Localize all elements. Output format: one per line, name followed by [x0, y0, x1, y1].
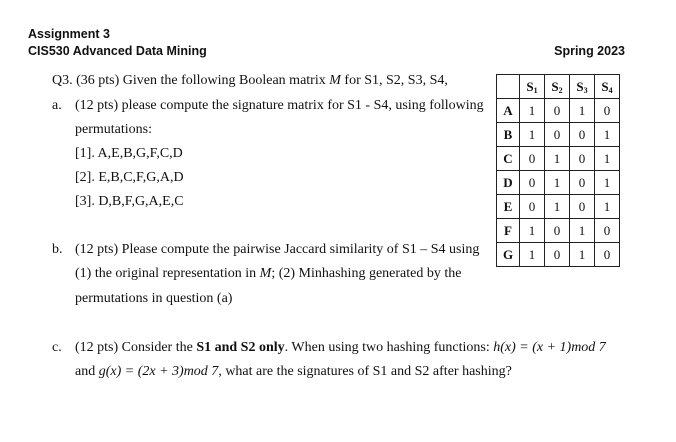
- permutation-1: [1]. A,E,B,G,F,C,D: [75, 146, 183, 161]
- part-b-line2: [75, 266, 461, 282]
- matrix-row-label: C: [497, 147, 520, 171]
- permutation-2: [2]. E,B,C,F,G,A,D: [75, 170, 184, 185]
- part-c-line2-end: , what are the signatures of S1 and S2 after hashing?: [218, 364, 512, 379]
- matrix-cell: 0: [520, 171, 545, 195]
- part-c-line1-start: (12 pts) Consider the: [75, 340, 193, 355]
- boolean-matrix: [496, 74, 620, 267]
- matrix-cell: 0: [570, 195, 595, 219]
- matrix-cell: 1: [595, 195, 620, 219]
- matrix-cell: 1: [595, 171, 620, 195]
- matrix-row-label: E: [497, 195, 520, 219]
- part-c-line1-mid: . When using two hashing functions:: [284, 340, 490, 355]
- question-intro-text: Q3. (36 pts) Given the following Boolean matrix: [52, 73, 326, 88]
- part-b-marker: b.: [52, 242, 63, 257]
- matrix-cell: 1: [520, 99, 545, 123]
- matrix-row-label: F: [497, 219, 520, 243]
- part-b-line2-start: (1) the original representation in: [75, 266, 257, 281]
- matrix-cell: 1: [545, 171, 570, 195]
- term-label: Spring 2023: [554, 44, 625, 58]
- matrix-corner: [497, 75, 520, 99]
- matrix-cell: 0: [545, 219, 570, 243]
- matrix-cell: 1: [570, 99, 595, 123]
- matrix-col-header: $S_4$: [595, 75, 620, 99]
- matrix-cell: 0: [570, 147, 595, 171]
- matrix-cell: 1: [545, 147, 570, 171]
- matrix-cell: 0: [570, 171, 595, 195]
- matrix-row: [497, 171, 620, 195]
- matrix-col-header: $S_2$: [545, 75, 570, 99]
- matrix-cell: 0: [595, 99, 620, 123]
- part-a-marker: a.: [52, 98, 62, 113]
- part-b-matrix-variable: M: [259, 266, 272, 281]
- matrix-cell: 0: [570, 123, 595, 147]
- part-c-emphasis: S1 and S2 only: [196, 340, 285, 355]
- matrix-cell: 1: [520, 123, 545, 147]
- matrix-row: [497, 99, 620, 123]
- matrix-cell: 0: [545, 123, 570, 147]
- hash-function-g: g(x) = (2x + 3)mod 7: [98, 364, 219, 379]
- matrix-cell: 0: [595, 243, 620, 267]
- matrix-cell: 1: [595, 123, 620, 147]
- matrix-row-label: B: [497, 123, 520, 147]
- matrix-cell: 1: [595, 147, 620, 171]
- part-b-line3: permutations in question (a): [75, 291, 233, 306]
- part-a-text2: permutations:: [75, 122, 152, 137]
- matrix-cell: 1: [545, 195, 570, 219]
- matrix-cell: 1: [520, 243, 545, 267]
- part-c-line2-start: and: [75, 364, 96, 379]
- matrix-row-label: A: [497, 99, 520, 123]
- matrix-cell: 1: [570, 219, 595, 243]
- matrix-cell: 0: [545, 99, 570, 123]
- matrix-row: [497, 195, 620, 219]
- matrix-row: [497, 123, 620, 147]
- matrix-row-label: G: [497, 243, 520, 267]
- matrix-cell: 1: [570, 243, 595, 267]
- matrix-row-label: D: [497, 171, 520, 195]
- matrix-row: [497, 243, 620, 267]
- matrix-col-header: $S_3$: [570, 75, 595, 99]
- matrix-row: [497, 147, 620, 171]
- question-intro: [52, 73, 448, 89]
- part-c-line1: [75, 340, 606, 356]
- part-c-line2: [75, 364, 512, 380]
- matrix-cell: 0: [520, 195, 545, 219]
- question-intro-tail: for S1, S2, S3, S4,: [344, 73, 448, 88]
- matrix-cell: 0: [595, 219, 620, 243]
- matrix-row: [497, 219, 620, 243]
- matrix-variable: M: [329, 73, 341, 88]
- matrix-cell: 0: [545, 243, 570, 267]
- permutation-3: [3]. D,B,F,G,A,E,C: [75, 194, 184, 209]
- course-title: CIS530 Advanced Data Mining: [28, 44, 207, 58]
- part-a-text: (12 pts) please compute the signature matrix for S1 - S4, using following: [75, 98, 484, 113]
- matrix-col-header: $S_1$: [520, 75, 545, 99]
- matrix-cell: 0: [520, 147, 545, 171]
- assignment-title: Assignment 3: [28, 27, 110, 41]
- matrix-header-row: [497, 75, 620, 99]
- part-c-marker: c.: [52, 340, 62, 355]
- hash-function-h: h(x) = (x + 1)mod 7: [493, 340, 606, 355]
- part-b-line1: (12 pts) Please compute the pairwise Jaccard similarity of S1 – S4 using: [75, 242, 480, 257]
- part-b-line2-end: ; (2) Minhashing generated by the: [271, 266, 462, 281]
- matrix-cell: 1: [520, 219, 545, 243]
